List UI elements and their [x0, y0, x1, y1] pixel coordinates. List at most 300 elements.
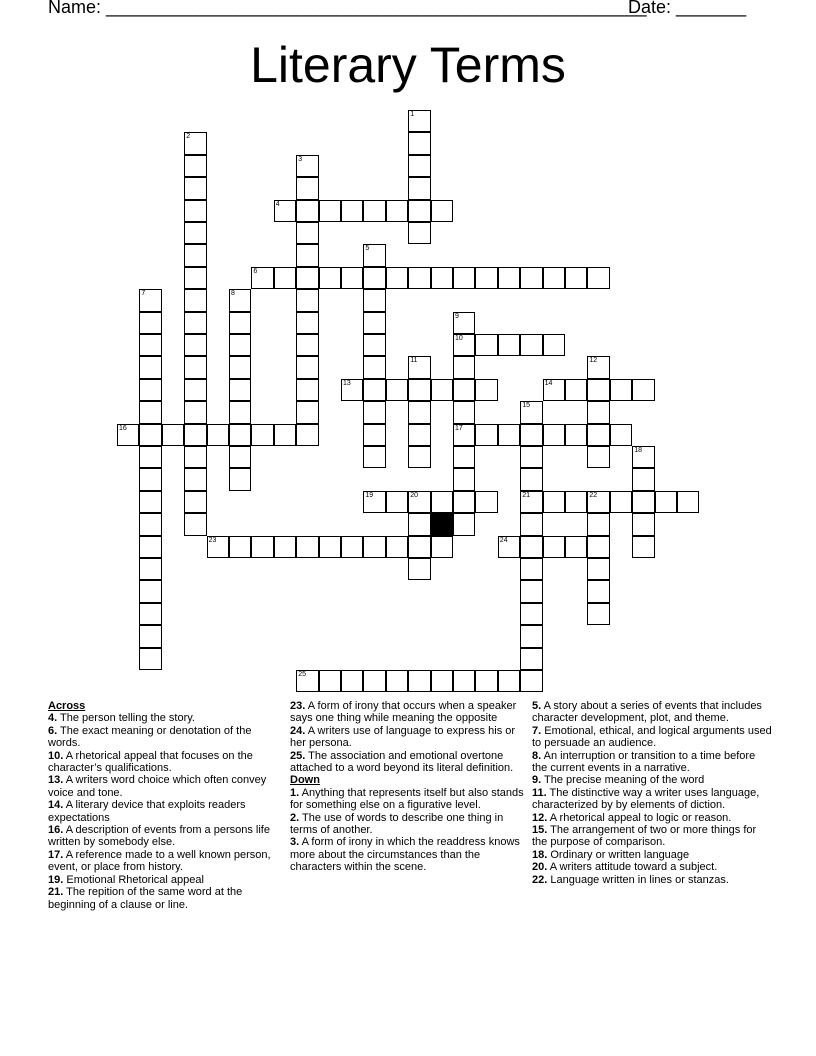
clue-text: A story about a series of events that includes character development, plot, and theme. [532, 700, 762, 725]
clue-number: 15 [522, 402, 530, 410]
grid-cell[interactable] [520, 468, 542, 490]
grid-cell[interactable] [184, 424, 206, 446]
grid-cell[interactable] [296, 222, 318, 244]
grid-cell[interactable] [184, 200, 206, 222]
clue-number: 8 [231, 290, 235, 298]
grid-cell[interactable] [520, 513, 542, 535]
black-cell [431, 513, 453, 535]
down-clue [532, 774, 772, 786]
grid-cell[interactable] [610, 424, 632, 446]
down-clue-list-continued [532, 700, 772, 886]
grid-cell[interactable] [431, 670, 453, 692]
grid-cell[interactable] [363, 536, 385, 558]
grid-cell[interactable] [565, 424, 587, 446]
grid-cell[interactable] [475, 267, 497, 289]
grid-cell[interactable] [363, 491, 385, 513]
grid-cell[interactable] [587, 491, 609, 513]
clue-number-label: 23. [290, 700, 306, 712]
grid-cell[interactable] [520, 670, 542, 692]
clue-text: An interruption or transition to a time before the current events in a narrative. [532, 749, 756, 775]
grid-cell[interactable] [251, 424, 273, 446]
clue-number-label: 21. [48, 886, 64, 899]
clue-number-label: 22. [532, 873, 548, 886]
grid-cell[interactable] [453, 513, 475, 535]
clue-number: 17 [455, 424, 463, 432]
grid-cell[interactable] [587, 513, 609, 535]
grid-cell[interactable] [139, 424, 161, 446]
clue-number-label: 2. [290, 811, 300, 824]
down-clue [532, 787, 772, 812]
grid-cell[interactable] [341, 379, 363, 401]
across-clue-list [48, 712, 274, 911]
grid-cell[interactable] [587, 536, 609, 558]
clue-number-label: 6. [48, 724, 58, 737]
clue-text: A literary device that exploits readers expectations [48, 799, 246, 824]
across-clue [290, 750, 524, 775]
grid-cell[interactable] [139, 603, 161, 625]
across-clue-list-continued [290, 700, 524, 774]
grid-cell[interactable] [341, 200, 363, 222]
grid-cell[interactable] [229, 356, 251, 378]
clue-number: 10 [455, 335, 463, 342]
grid-cell[interactable] [363, 670, 385, 692]
grid-cell[interactable] [610, 379, 632, 401]
grid-cell[interactable] [587, 558, 609, 580]
grid-cell[interactable] [139, 580, 161, 602]
clue-text: The exact meaning or denotation of the words. [48, 724, 252, 750]
grid-cell[interactable] [274, 536, 296, 558]
grid-cell[interactable] [296, 670, 318, 692]
grid-cell[interactable] [139, 648, 161, 670]
grid-cell[interactable] [565, 379, 587, 401]
grid-cell[interactable] [184, 401, 206, 423]
clue-number-label: 19. [48, 873, 64, 886]
across-clue [48, 824, 274, 849]
grid-cell[interactable] [184, 177, 206, 199]
grid-cell[interactable] [184, 446, 206, 468]
grid-cell[interactable] [229, 334, 251, 356]
grid-cell[interactable] [184, 379, 206, 401]
grid-cell[interactable] [296, 177, 318, 199]
grid-cell[interactable] [139, 491, 161, 513]
clue-number-label: 8. [532, 749, 542, 762]
grid-cell[interactable] [319, 200, 341, 222]
across-clue [290, 700, 524, 725]
grid-cell[interactable] [251, 267, 273, 289]
grid-cell[interactable] [386, 536, 408, 558]
grid-cell[interactable] [296, 200, 318, 222]
grid-cell[interactable] [319, 670, 341, 692]
grid-cell[interactable] [296, 312, 318, 334]
across-clue [48, 750, 274, 775]
clue-number: 20 [410, 491, 418, 499]
grid-cell[interactable] [251, 536, 273, 558]
grid-cell[interactable] [229, 289, 251, 311]
grid-cell[interactable] [296, 379, 318, 401]
grid-cell[interactable] [587, 267, 609, 289]
clue-number: 19 [365, 491, 374, 499]
grid-cell[interactable] [386, 379, 408, 401]
grid-cell[interactable] [408, 132, 430, 154]
grid-cell[interactable] [543, 491, 565, 513]
grid-cell[interactable] [520, 267, 542, 289]
across-heading: Across [48, 700, 86, 712]
clue-text: The distinctive way a writer uses language, characterized by by elements of diction. [532, 786, 760, 812]
clue-text: The precise meaning of the word [544, 774, 705, 787]
grid-cell[interactable] [453, 401, 475, 423]
grid-cell[interactable] [408, 513, 430, 535]
grid-cell[interactable] [139, 558, 161, 580]
grid-cell[interactable] [453, 334, 475, 356]
clue-number-label: 24. [290, 724, 306, 737]
clue-number: 5 [365, 245, 370, 253]
clue-number-label: 3. [290, 836, 300, 849]
clue-text: A form of irony in which the readdress knows more about the circumstances than the characters within the scene. [290, 836, 520, 874]
clue-number: 9 [455, 312, 459, 320]
grid-cell[interactable] [341, 536, 363, 558]
clue-number: 16 [119, 424, 127, 432]
grid-cell[interactable] [162, 424, 184, 446]
clue-number-label: 9. [532, 774, 542, 787]
grid-cell[interactable] [677, 491, 699, 513]
grid-cell[interactable] [363, 424, 385, 446]
grid-cell[interactable] [520, 401, 542, 423]
grid-cell[interactable] [632, 446, 654, 468]
grid-cell[interactable] [453, 267, 475, 289]
clue-text: A form of irony that occurs when a speaker says one thing while meaning the opposite [290, 700, 517, 725]
clue-number-label: 17. [48, 848, 64, 861]
down-clue [532, 725, 772, 750]
clue-text: A writers attitude toward a subject. [549, 861, 718, 874]
clue-text: A rhetorical appeal that focuses on the character’s qualifications. [48, 749, 253, 775]
name-label: Name: ______________________________________________________ [48, 0, 647, 17]
clue-text: Ordinary or written language [550, 848, 690, 861]
clue-number-label: 10. [48, 749, 64, 762]
grid-cell[interactable] [207, 424, 229, 446]
grid-cell[interactable] [363, 244, 385, 266]
clue-number-label: 25. [290, 749, 306, 762]
clue-number-label: 4. [48, 712, 58, 725]
clue-text: A writers word choice which often convey voice and tone. [48, 774, 267, 799]
grid-cell[interactable] [632, 513, 654, 535]
across-clue [48, 886, 274, 911]
clue-text: Emotional, ethical, and logical arguments used to persuade an audience. [532, 724, 772, 750]
clue-number: 13 [343, 379, 351, 387]
grid-cell[interactable] [229, 379, 251, 401]
grid-cell[interactable] [184, 222, 206, 244]
grid-cell[interactable] [319, 267, 341, 289]
grid-cell[interactable] [632, 536, 654, 558]
grid-cell[interactable] [296, 289, 318, 311]
grid-cell[interactable] [453, 356, 475, 378]
grid-cell[interactable] [520, 334, 542, 356]
grid-cell[interactable] [184, 312, 206, 334]
grid-cell[interactable] [408, 379, 430, 401]
grid-cell[interactable] [274, 267, 296, 289]
grid-cell[interactable] [453, 424, 475, 446]
grid-cell[interactable] [229, 424, 251, 446]
grid-cell[interactable] [296, 536, 318, 558]
grid-cell[interactable] [632, 468, 654, 490]
grid-cell[interactable] [453, 379, 475, 401]
grid-cell[interactable] [408, 222, 430, 244]
grid-cell[interactable] [408, 267, 430, 289]
grid-cell[interactable] [475, 670, 497, 692]
grid-cell[interactable] [184, 132, 206, 154]
grid-cell[interactable] [498, 670, 520, 692]
grid-cell[interactable] [543, 424, 565, 446]
grid-cell[interactable] [363, 289, 385, 311]
grid-cell[interactable] [543, 379, 565, 401]
grid-cell[interactable] [363, 334, 385, 356]
grid-cell[interactable] [184, 491, 206, 513]
grid-cell[interactable] [543, 536, 565, 558]
clue-number-label: 1. [290, 786, 300, 799]
grid-cell[interactable] [139, 401, 161, 423]
grid-cell[interactable] [408, 424, 430, 446]
clue-text: The association and emotional overtone attached to a word beyond its literal definition. [290, 749, 514, 775]
grid-cell[interactable] [139, 379, 161, 401]
clues-column-3 [532, 700, 772, 886]
clue-text: The person telling the story. [60, 712, 195, 725]
down-clue-list [290, 787, 524, 874]
grid-cell[interactable] [386, 267, 408, 289]
grid-cell[interactable] [498, 267, 520, 289]
grid-cell[interactable] [184, 289, 206, 311]
grid-cell[interactable] [139, 513, 161, 535]
grid-cell[interactable] [632, 379, 654, 401]
clue-number-label: 12. [532, 811, 548, 824]
grid-cell[interactable] [207, 536, 229, 558]
grid-cell[interactable] [229, 468, 251, 490]
grid-cell[interactable] [341, 267, 363, 289]
grid-cell[interactable] [587, 446, 609, 468]
grid-cell[interactable] [117, 424, 139, 446]
grid-cell[interactable] [296, 424, 318, 446]
clue-number-label: 7. [532, 724, 542, 737]
grid-cell[interactable] [520, 536, 542, 558]
grid-cell[interactable] [408, 110, 430, 132]
grid-cell[interactable] [274, 200, 296, 222]
grid-cell[interactable] [229, 536, 251, 558]
grid-cell[interactable] [296, 356, 318, 378]
clue-number: 3 [298, 155, 303, 163]
grid-cell[interactable] [363, 200, 385, 222]
clue-number-label: 16. [48, 824, 64, 837]
grid-cell[interactable] [498, 424, 520, 446]
grid-cell[interactable] [408, 177, 430, 199]
clue-number: 6 [253, 267, 258, 275]
grid-cell[interactable] [431, 491, 453, 513]
across-clue [48, 712, 274, 724]
grid-cell[interactable] [363, 446, 385, 468]
clue-text: The repition of the same word at the beginning of a clause or line. [48, 886, 243, 911]
across-clue [48, 774, 274, 799]
clue-number-label: 13. [48, 774, 64, 787]
clue-number: 1 [410, 111, 415, 118]
grid-cell[interactable] [475, 424, 497, 446]
grid-cell[interactable] [475, 379, 497, 401]
grid-cell[interactable] [520, 603, 542, 625]
grid-cell[interactable] [184, 334, 206, 356]
grid-cell[interactable] [229, 401, 251, 423]
down-clue [532, 849, 772, 861]
page-title: Literary Terms [250, 37, 566, 93]
grid-cell[interactable] [363, 267, 385, 289]
grid-cell[interactable] [408, 356, 430, 378]
grid-cell[interactable] [139, 334, 161, 356]
clue-number: 7 [141, 290, 146, 298]
grid-cell[interactable] [296, 401, 318, 423]
grid-cell[interactable] [587, 424, 609, 446]
grid-cell[interactable] [296, 155, 318, 177]
grid-cell[interactable] [520, 580, 542, 602]
grid-cell[interactable] [632, 491, 654, 513]
down-clue [532, 874, 772, 886]
grid-cell[interactable] [229, 312, 251, 334]
grid-cell[interactable] [408, 670, 430, 692]
clue-number-label: 18. [532, 848, 548, 861]
clue-text: A writers use of language to express his or her persona. [290, 724, 516, 750]
down-clue [532, 824, 772, 849]
down-clue [532, 812, 772, 824]
grid-cell[interactable] [587, 603, 609, 625]
grid-cell[interactable] [498, 334, 520, 356]
grid-cell[interactable] [587, 356, 609, 378]
grid-cell[interactable] [139, 446, 161, 468]
grid-cell[interactable] [431, 379, 453, 401]
grid-cell[interactable] [408, 155, 430, 177]
grid-cell[interactable] [386, 200, 408, 222]
grid-cell[interactable] [587, 379, 609, 401]
down-clue [532, 750, 772, 775]
grid-cell[interactable] [520, 625, 542, 647]
grid-cell[interactable] [363, 401, 385, 423]
grid-cell[interactable] [139, 468, 161, 490]
grid-cell[interactable] [139, 312, 161, 334]
grid-cell[interactable] [543, 267, 565, 289]
clue-number: 18 [634, 447, 642, 454]
grid-cell[interactable] [408, 491, 430, 513]
grid-cell[interactable] [453, 468, 475, 490]
clue-number: 21 [522, 491, 530, 499]
clues-column-1 [48, 700, 274, 911]
grid-cell[interactable] [520, 648, 542, 670]
grid-cell[interactable] [184, 155, 206, 177]
clue-number-label: 11. [532, 786, 547, 799]
clues-column-2 [290, 700, 524, 874]
grid-cell[interactable] [408, 536, 430, 558]
grid-cell[interactable] [408, 401, 430, 423]
clue-number: 24 [499, 536, 508, 544]
clue-text: The use of words to describe one thing in terms of another. [290, 811, 504, 837]
grid-cell[interactable] [408, 200, 430, 222]
grid-cell[interactable] [475, 334, 497, 356]
grid-cell[interactable] [655, 491, 677, 513]
across-clue [48, 725, 274, 750]
grid-cell[interactable] [184, 356, 206, 378]
clue-text: Anything that represents itself but also stands for something else on a figurative level. [290, 786, 524, 812]
grid-cell[interactable] [274, 424, 296, 446]
grid-cell[interactable] [386, 670, 408, 692]
grid-cell[interactable] [610, 491, 632, 513]
grid-cell[interactable] [520, 424, 542, 446]
grid-cell[interactable] [453, 670, 475, 692]
grid-cell[interactable] [565, 536, 587, 558]
grid-cell[interactable] [587, 580, 609, 602]
grid-cell[interactable] [587, 401, 609, 423]
grid-cell[interactable] [453, 312, 475, 334]
grid-cell[interactable] [386, 491, 408, 513]
down-clue [532, 700, 772, 725]
grid-cell[interactable] [475, 491, 497, 513]
grid-cell[interactable] [139, 356, 161, 378]
grid-cell[interactable] [431, 200, 453, 222]
clue-number: 2 [186, 133, 191, 141]
grid-cell[interactable] [543, 334, 565, 356]
clue-text: A reference made to a well known person, event, or place from history. [48, 848, 271, 874]
grid-cell[interactable] [363, 312, 385, 334]
grid-cell[interactable] [431, 536, 453, 558]
grid-cell[interactable] [296, 267, 318, 289]
grid-cell[interactable] [453, 446, 475, 468]
clue-number: 4 [275, 200, 280, 208]
down-clue [532, 861, 772, 873]
date-label: Date: _______ [628, 0, 747, 17]
across-clue [48, 874, 274, 886]
grid-cell[interactable] [363, 379, 385, 401]
grid-cell[interactable] [453, 491, 475, 513]
grid-cell[interactable] [498, 536, 520, 558]
grid-cell[interactable] [341, 670, 363, 692]
grid-cell[interactable] [565, 491, 587, 513]
clue-number-label: 14. [48, 799, 64, 812]
clue-text: A description of events from a persons life written by somebody else. [48, 824, 270, 849]
clue-number-label: 15. [532, 824, 548, 837]
grid-cell[interactable] [296, 334, 318, 356]
clue-number: 25 [298, 671, 306, 678]
grid-cell[interactable] [408, 558, 430, 580]
grid-cell[interactable] [229, 446, 251, 468]
down-clue [290, 836, 524, 873]
grid-cell[interactable] [296, 244, 318, 266]
grid-cell[interactable] [184, 244, 206, 266]
clue-number: 14 [544, 379, 553, 387]
grid-cell[interactable] [520, 491, 542, 513]
clue-number: 22 [589, 491, 598, 499]
grid-cell[interactable] [363, 356, 385, 378]
grid-cell[interactable] [139, 289, 161, 311]
clue-number: 11 [410, 357, 418, 365]
grid-cell[interactable] [520, 446, 542, 468]
grid-cell[interactable] [431, 267, 453, 289]
clue-number: 23 [208, 536, 217, 544]
grid-cell[interactable] [408, 446, 430, 468]
clue-number-label: 5. [532, 700, 542, 712]
grid-cell[interactable] [184, 267, 206, 289]
grid-cell[interactable] [184, 468, 206, 490]
grid-cell[interactable] [520, 558, 542, 580]
across-clue [48, 849, 274, 874]
down-heading: Down [290, 774, 320, 787]
grid-cell[interactable] [139, 536, 161, 558]
grid-cell[interactable] [319, 536, 341, 558]
down-clue [290, 812, 524, 837]
grid-cell[interactable] [565, 267, 587, 289]
clue-text: A rhetorical appeal to logic or reason. [549, 811, 732, 824]
grid-cell[interactable] [139, 625, 161, 647]
grid-cell[interactable] [184, 513, 206, 535]
